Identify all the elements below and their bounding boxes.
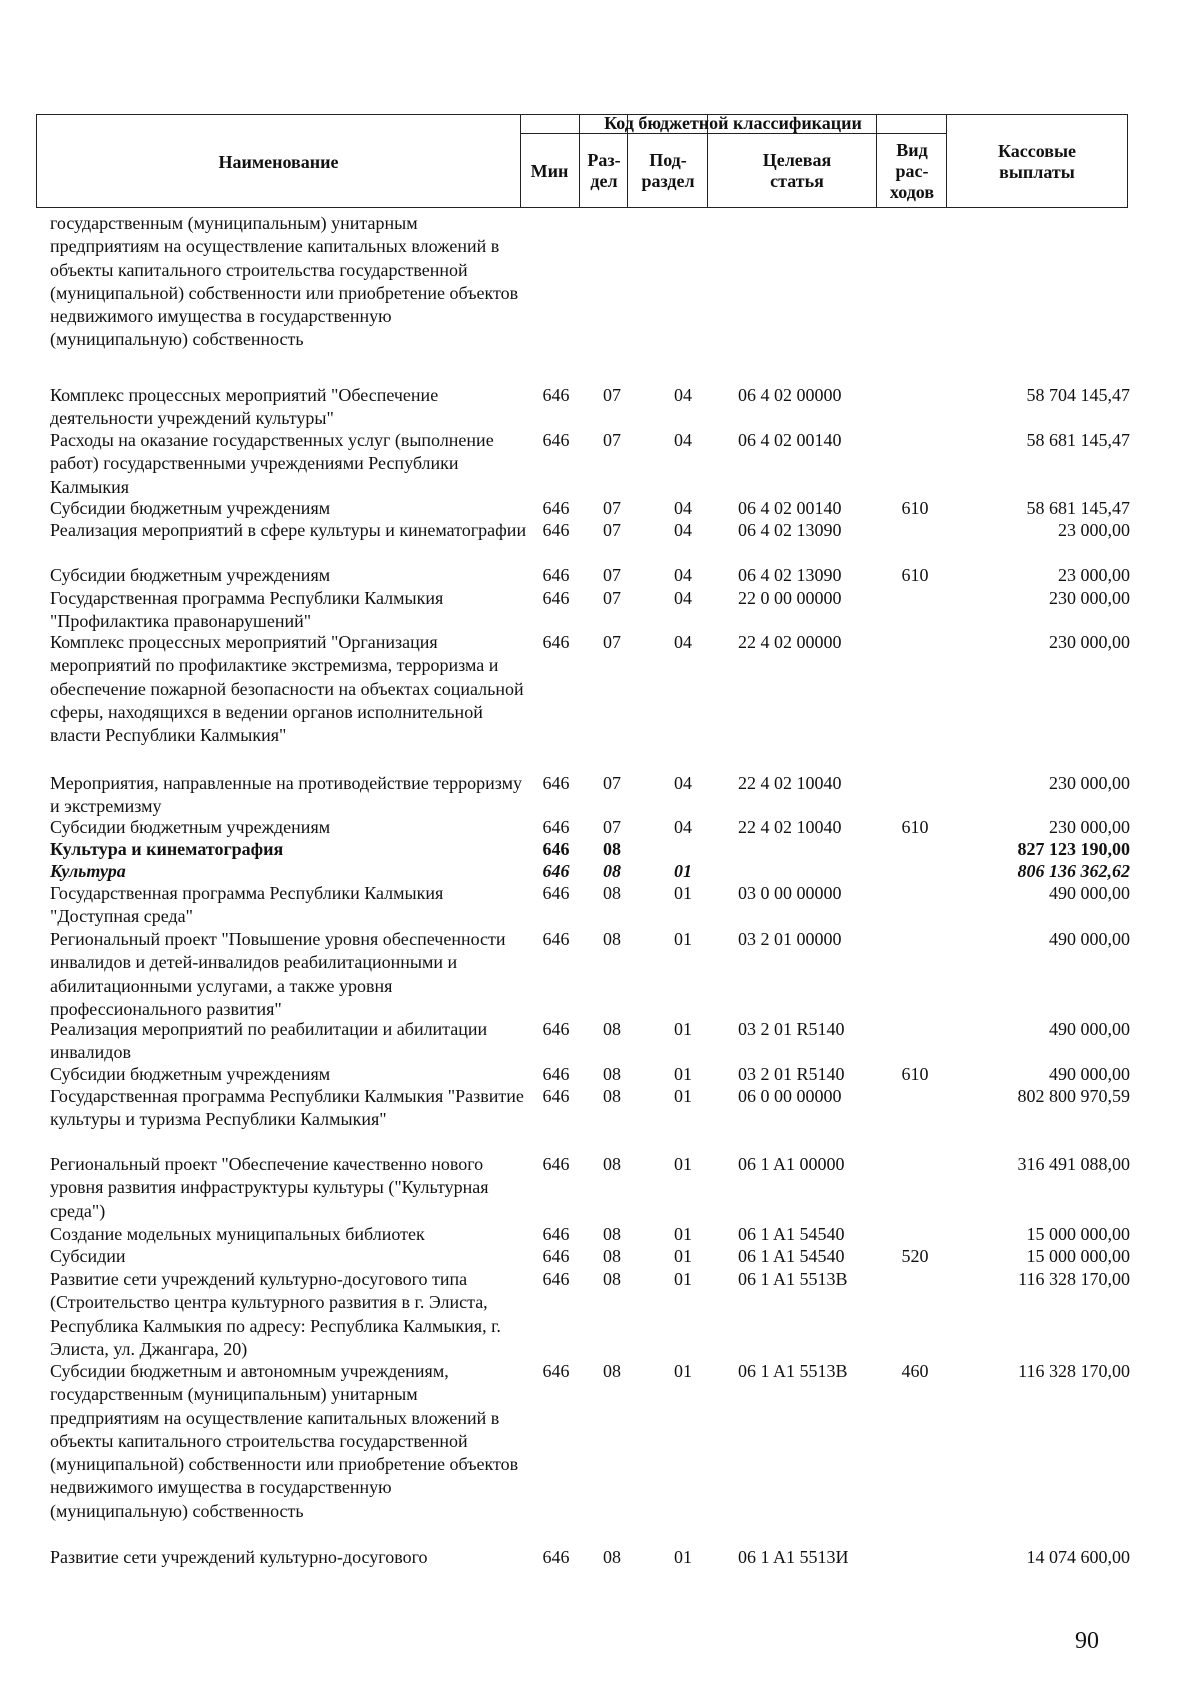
row-celevaya: 06 4 02 13090 [738,565,842,585]
row-vid: 610 [901,498,929,518]
row-min: 646 [542,1224,570,1244]
row-sum: 806 136 362,62 [1017,861,1130,881]
row-podrazdel: 04 [674,773,692,793]
row-sum: 230 000,00 [1049,632,1130,652]
row-vid: 610 [901,565,929,585]
row-celevaya: 06 1 A1 5513И [738,1547,849,1567]
header-min: Мин [530,160,569,181]
row-razdel: 08 [603,1224,621,1244]
row-razdel: 08 [603,1269,621,1289]
header-kassovye: Кассовые выплаты [997,141,1077,182]
row-vid: 610 [901,1064,929,1084]
row-razdel: 08 [603,861,621,881]
header-vid: Вид рас- ходов [889,139,935,202]
row-min: 646 [542,1086,570,1106]
row-razdel: 07 [603,498,621,518]
row-razdel: 07 [603,430,621,450]
row-razdel: 08 [603,1086,621,1106]
row-name: Субсидии бюджетным и автономным учреждениям, государственным (муниципальным) унитарным предприятиям на осуществление капитальных вложений в объекты капитального строительства государственной (муниципальной) собственности или приобретение объектов недвижимого имущества в государственную (муниципальную) собственность [50,1361,519,1521]
header-celevaya: Целевая статья [762,150,832,191]
row-sum: 23 000,00 [1058,565,1130,585]
row-razdel: 08 [603,1019,621,1039]
row-min: 646 [542,588,570,608]
row-celevaya: 06 1 A1 54540 [738,1224,845,1244]
row-razdel: 07 [603,817,621,837]
header-name: Наименование [218,151,339,172]
row-podrazdel: 01 [674,861,692,881]
row-name: Развитие сети учреждений культурно-досугового типа (Строительство центра культурного развития в г. Элиста, Республика Калмыкия по адресу: Республика Калмыкия, г. Элиста, ул. Джангара, 20) [50,1269,501,1359]
row-min: 646 [542,1269,570,1289]
row-razdel: 07 [603,385,621,405]
row-name: Субсидии бюджетным учреждениям [50,565,331,585]
row-sum: 230 000,00 [1049,817,1130,837]
row-razdel: 08 [603,883,621,903]
row-razdel: 07 [603,520,621,540]
row-razdel: 08 [603,1246,621,1266]
row-sum: 116 328 170,00 [1018,1361,1130,1381]
row-name: Региональный проект "Обеспечение качественно нового уровня развития инфраструктуры культуры ("Культурная среда") [50,1154,489,1221]
row-min: 646 [542,883,570,903]
row-name: Расходы на оказание государственных услуг (выполнение работ) государственными учреждениями Республики Калмыкия [50,430,494,497]
row-razdel: 08 [603,1361,621,1381]
row-razdel: 07 [603,588,621,608]
row-podrazdel: 04 [674,520,692,540]
row-min: 646 [542,773,570,793]
row-min: 646 [542,520,570,540]
row-name: Государственная программа Республики Калмыкия "Профилактика правонарушений" [50,588,444,632]
row-podrazdel: 01 [674,1064,692,1084]
row-podrazdel: 04 [674,385,692,405]
row-min: 646 [542,929,570,949]
row-min: 646 [542,1019,570,1039]
row-podrazdel: 01 [674,883,692,903]
row-sum: 490 000,00 [1049,1019,1130,1039]
row-sum: 14 074 600,00 [1026,1547,1130,1567]
row-vid: 610 [901,817,929,837]
row-podrazdel: 04 [674,632,692,652]
row-name: Субсидии бюджетным учреждениям [50,498,331,518]
row-sum: 316 491 088,00 [1017,1154,1130,1174]
row-name: Субсидии бюджетным учреждениям [50,1064,331,1084]
row-podrazdel: 01 [674,1547,692,1567]
row-celevaya: 22 4 02 10040 [738,773,842,793]
row-sum: 15 000 000,00 [1026,1224,1130,1244]
row-min: 646 [542,498,570,518]
row-podrazdel: 01 [674,1086,692,1106]
row-podrazdel: 04 [674,588,692,608]
row-celevaya: 06 4 02 00140 [738,498,842,518]
header-kbk: Код бюджетной классификации [604,112,862,133]
row-razdel: 07 [603,773,621,793]
row-vid: 460 [901,1361,929,1381]
row-name: Культура [50,861,126,881]
row-name: Субсидии [50,1246,126,1266]
row-podrazdel: 01 [674,1361,692,1381]
row-name: Комплекс процессных мероприятий "Организация мероприятий по профилактике экстремизма, терроризма и обеспечение пожарной безопасности на объектах социальной сферы, находящихся в ведении органов исполнительной власти Республики Калмыкия" [50,632,524,746]
row-razdel: 08 [603,1064,621,1084]
row-podrazdel: 04 [674,430,692,450]
row-sum: 58 681 145,47 [1026,498,1130,518]
row-name: Мероприятия, направленные на противодействие терроризму и экстремизму [50,773,523,817]
row-celevaya: 06 0 00 00000 [738,1086,842,1106]
row-name: Государственная программа Республики Калмыкия "Развитие культуры и туризма Республики Калмыкия" [50,1086,524,1130]
row-razdel: 08 [603,929,621,949]
row-sum: 116 328 170,00 [1018,1269,1130,1289]
row-name: Комплекс процессных мероприятий "Обеспечение деятельности учреждений культуры" [50,385,439,429]
row-name: Субсидии бюджетным учреждениям [50,817,331,837]
row-min: 646 [542,1361,570,1381]
row-sum: 802 800 970,59 [1017,1086,1130,1106]
row-name: Развитие сети учреждений культурно-досугового [50,1547,428,1567]
row-razdel: 07 [603,632,621,652]
row-vid: 520 [901,1246,929,1266]
row-sum: 490 000,00 [1049,883,1130,903]
row-celevaya: 06 4 02 00140 [738,430,842,450]
row-celevaya: 03 0 00 00000 [738,883,842,903]
row-min: 646 [542,817,570,837]
row-min: 646 [542,430,570,450]
table-header [36,114,1128,208]
row-sum: 230 000,00 [1049,773,1130,793]
row-celevaya: 03 2 01 00000 [738,929,842,949]
row-min: 646 [542,839,570,859]
row-name: Региональный проект "Повышение уровня обеспеченности инвалидов и детей-инвалидов реабилитационными и абилитационными услугами, а также уровня профессионального развития" [50,929,506,1019]
row-celevaya: 03 2 01 R5140 [738,1064,845,1084]
row-min: 646 [542,1154,570,1174]
row-celevaya: 03 2 01 R5140 [738,1019,845,1039]
row-celevaya: 06 1 A1 00000 [738,1154,845,1174]
row-name: государственным (муниципальным) унитарным предприятиям на осуществление капитальных вложений в объекты капитального строительства государственной (муниципальной) собственности или приобретение объектов недвижимого имущества в государственную (муниципальную) собственность [50,213,519,350]
row-podrazdel: 01 [674,1224,692,1244]
row-min: 646 [542,1064,570,1084]
row-sum: 23 000,00 [1058,520,1130,540]
row-min: 646 [542,632,570,652]
row-sum: 490 000,00 [1049,1064,1130,1084]
row-razdel: 08 [603,839,621,859]
row-sum: 827 123 190,00 [1017,839,1130,859]
row-podrazdel: 04 [674,498,692,518]
row-name: Реализация мероприятий по реабилитации и абилитации инвалидов [50,1019,488,1063]
row-celevaya: 06 1 A1 5513B [738,1361,848,1381]
row-razdel: 07 [603,565,621,585]
page-number: 90 [1075,1628,1099,1654]
row-min: 646 [542,385,570,405]
row-celevaya: 06 4 02 13090 [738,520,842,540]
row-min: 646 [542,565,570,585]
row-podrazdel: 04 [674,817,692,837]
row-name: Реализация мероприятий в сфере культуры и кинематографии [50,520,527,540]
row-sum: 490 000,00 [1049,929,1130,949]
row-podrazdel: 01 [674,1269,692,1289]
row-sum: 15 000 000,00 [1026,1246,1130,1266]
row-celevaya: 06 1 A1 54540 [738,1246,845,1266]
row-name: Государственная программа Республики Калмыкия "Доступная среда" [50,883,444,927]
row-min: 646 [542,1246,570,1266]
row-min: 646 [542,1547,570,1567]
row-sum: 58 704 145,47 [1026,385,1130,405]
row-sum: 230 000,00 [1049,588,1130,608]
row-celevaya: 22 0 00 00000 [738,588,842,608]
row-min: 646 [542,861,570,881]
row-razdel: 08 [603,1547,621,1567]
row-sum: 58 681 145,47 [1026,430,1130,450]
row-podrazdel: 01 [674,1154,692,1174]
row-celevaya: 22 4 02 00000 [738,632,842,652]
row-razdel: 08 [603,1154,621,1174]
row-name: Культура и кинематография [50,839,284,859]
header-podrazdel: Под- раздел [641,150,695,191]
row-celevaya: 22 4 02 10040 [738,817,842,837]
row-name: Создание модельных муниципальных библиотек [50,1224,425,1244]
row-podrazdel: 01 [674,1019,692,1039]
row-celevaya: 06 1 A1 5513B [738,1269,848,1289]
row-podrazdel: 01 [674,1246,692,1266]
row-podrazdel: 01 [674,929,692,949]
row-celevaya: 06 4 02 00000 [738,385,842,405]
row-podrazdel: 04 [674,565,692,585]
header-razdel: Раз- дел [587,150,621,191]
